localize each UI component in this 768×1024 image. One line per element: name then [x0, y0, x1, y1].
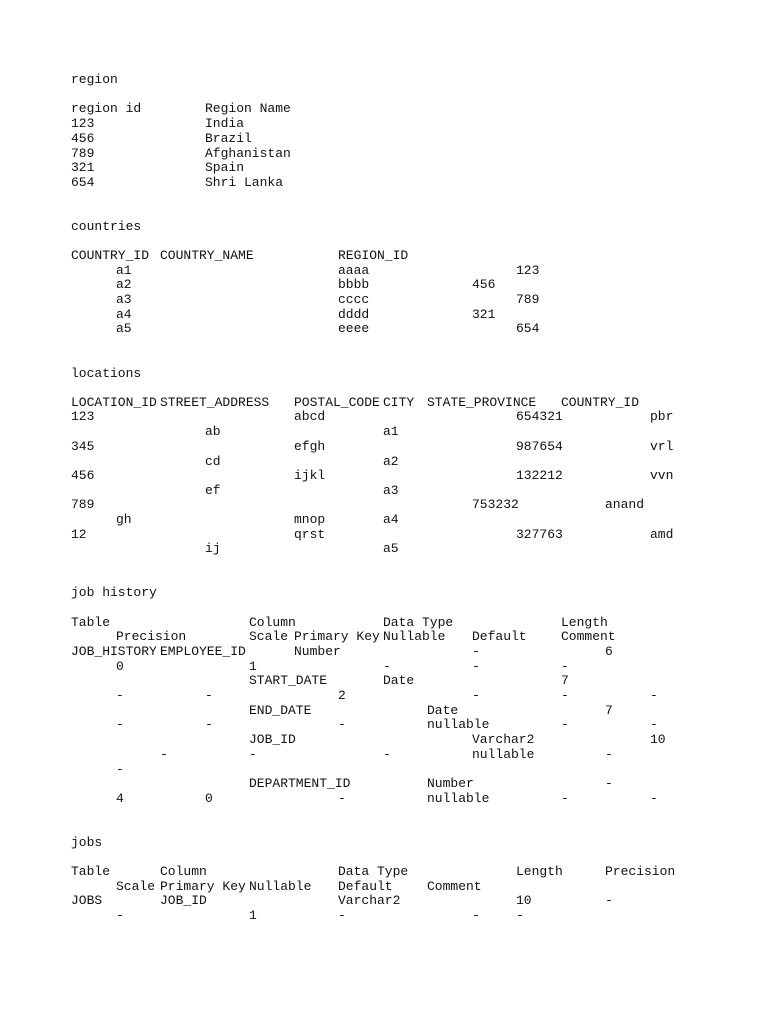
countries-cell: 123	[516, 263, 540, 278]
job-history-cell: -	[605, 747, 613, 762]
job-history-cell: 7	[561, 673, 569, 688]
locations-col-street-header: STREET_ADDRESS	[160, 395, 270, 410]
job-history-cell: 10	[650, 732, 666, 747]
jobs-header-precision: Precision	[605, 864, 676, 879]
locations-cell: 753232	[472, 497, 519, 512]
countries-col-region-header: REGION_ID	[338, 248, 409, 263]
locations-col-postal-header: POSTAL_CODE	[294, 395, 380, 410]
job-history-cell: -	[383, 659, 391, 674]
job-history-cell: -	[650, 791, 658, 806]
job-history-cell: 0	[205, 791, 213, 806]
region-cell: 654	[71, 175, 95, 190]
job-history-header-precision: Precision	[116, 629, 187, 644]
job-history-cell: -	[205, 717, 213, 732]
job-history-cell: -	[249, 747, 257, 762]
locations-cell: abcd	[294, 409, 326, 424]
region-heading: region	[71, 72, 118, 87]
job-history-cell: -	[650, 717, 658, 732]
countries-cell: bbbb	[338, 277, 370, 292]
countries-cell: a3	[116, 292, 132, 307]
job-history-header-comment: Comment	[561, 629, 616, 644]
locations-cell: 327763	[516, 527, 563, 542]
locations-cell: ab	[205, 424, 221, 439]
job-history-cell: nullable	[427, 717, 490, 732]
locations-cell: a3	[383, 483, 399, 498]
countries-col-name-header: COUNTRY_NAME	[160, 248, 254, 263]
jobs-cell: -	[516, 908, 524, 923]
region-cell: 456	[71, 131, 95, 146]
job-history-cell: 6	[605, 644, 613, 659]
region-cell: 123	[71, 116, 95, 131]
jobs-cell: 10	[516, 893, 532, 908]
locations-cell: anand	[605, 497, 645, 512]
job-history-cell: nullable	[427, 791, 490, 806]
countries-cell: 321	[472, 307, 496, 322]
jobs-cell: -	[605, 893, 613, 908]
job-history-cell: 2	[338, 688, 346, 703]
job-history-cell: -	[472, 644, 480, 659]
jobs-cell: 1	[249, 908, 257, 923]
jobs-cell: -	[116, 908, 124, 923]
locations-heading: locations	[71, 366, 142, 381]
job-history-cell: nullable	[472, 747, 535, 762]
region-col-id-header: region id	[71, 101, 142, 116]
job-history-heading: job history	[71, 585, 157, 600]
locations-col-country-header: COUNTRY_ID	[561, 395, 640, 410]
locations-cell: ef	[205, 483, 221, 498]
job-history-cell: -	[472, 688, 480, 703]
locations-col-state-header: STATE_PROVINCE	[427, 395, 537, 410]
job-history-cell: -	[338, 791, 346, 806]
locations-cell: 456	[71, 468, 95, 483]
jobs-header-nullable: Nullable	[249, 879, 312, 894]
region-col-name-header: Region Name	[205, 101, 291, 116]
job-history-cell: 1	[249, 659, 257, 674]
job-history-cell: -	[116, 717, 124, 732]
job-history-table-name: JOB_HISTORY	[71, 644, 157, 659]
countries-cell: 789	[516, 292, 540, 307]
jobs-header-comment: Comment	[427, 879, 482, 894]
job-history-header-default: Default	[472, 629, 527, 644]
job-history-cell: -	[561, 791, 569, 806]
job-history-cell: JOB_ID	[249, 732, 296, 747]
countries-cell: a4	[116, 307, 132, 322]
job-history-header-datatype: Data Type	[383, 615, 454, 630]
jobs-header-primary-key: Primary Key	[160, 879, 246, 894]
locations-cell: 123	[71, 409, 95, 424]
locations-cell: mnop	[294, 512, 326, 527]
job-history-cell: -	[650, 688, 658, 703]
job-history-cell: Number	[294, 644, 341, 659]
locations-cell: 789	[71, 497, 95, 512]
locations-cell: a5	[383, 541, 399, 556]
job-history-header-scale: Scale	[249, 629, 289, 644]
locations-cell: a4	[383, 512, 399, 527]
locations-cell: a1	[383, 424, 399, 439]
countries-cell: a2	[116, 277, 132, 292]
job-history-cell: START_DATE	[249, 673, 328, 688]
locations-cell: 654321	[516, 409, 563, 424]
job-history-cell: Varchar2	[472, 732, 535, 747]
job-history-header-length: Length	[561, 615, 608, 630]
jobs-cell: JOB_ID	[160, 893, 207, 908]
jobs-header-table: Table	[71, 864, 111, 879]
locations-cell: ijkl	[294, 468, 326, 483]
region-cell: Shri Lanka	[205, 175, 284, 190]
region-cell: Afghanistan	[205, 146, 291, 161]
locations-col-location-header: LOCATION_ID	[71, 395, 157, 410]
jobs-cell: Varchar2	[338, 893, 401, 908]
region-cell: Spain	[205, 160, 245, 175]
job-history-cell: 4	[116, 791, 124, 806]
job-history-cell: Number	[427, 776, 474, 791]
jobs-table-name: JOBS	[71, 893, 103, 908]
locations-cell: efgh	[294, 439, 326, 454]
job-history-cell: -	[116, 688, 124, 703]
job-history-cell: -	[561, 688, 569, 703]
job-history-cell: -	[561, 717, 569, 732]
job-history-cell: -	[561, 659, 569, 674]
locations-cell: cd	[205, 454, 221, 469]
job-history-header-table: Table	[71, 615, 111, 630]
job-history-cell: 0	[116, 659, 124, 674]
locations-cell: ij	[205, 541, 221, 556]
job-history-cell: 7	[605, 703, 613, 718]
region-cell: Brazil	[205, 131, 252, 146]
locations-col-city-header: CITY	[383, 395, 415, 410]
jobs-header-column: Column	[160, 864, 207, 879]
locations-cell: qrst	[294, 527, 326, 542]
job-history-cell: -	[160, 747, 168, 762]
locations-cell: 987654	[516, 439, 563, 454]
locations-cell: a2	[383, 454, 399, 469]
job-history-cell: -	[605, 776, 613, 791]
job-history-cell: -	[472, 659, 480, 674]
jobs-header-scale: Scale	[116, 879, 156, 894]
countries-col-id-header: COUNTRY_ID	[71, 248, 150, 263]
countries-cell: dddd	[338, 307, 370, 322]
locations-cell: amd	[650, 527, 674, 542]
jobs-cell: -	[472, 908, 480, 923]
job-history-cell: END_DATE	[249, 703, 312, 718]
job-history-cell: -	[116, 762, 124, 777]
countries-heading: countries	[71, 219, 142, 234]
job-history-cell: -	[205, 688, 213, 703]
countries-cell: a1	[116, 263, 132, 278]
region-cell: India	[205, 116, 245, 131]
job-history-cell: DEPARTMENT_ID	[249, 776, 351, 791]
countries-cell: 456	[472, 277, 496, 292]
jobs-header-default: Default	[338, 879, 393, 894]
countries-cell: a5	[116, 321, 132, 336]
region-cell: 789	[71, 146, 95, 161]
locations-cell: vrl	[650, 439, 674, 454]
job-history-header-column: Column	[249, 615, 296, 630]
jobs-header-datatype: Data Type	[338, 864, 409, 879]
job-history-cell: -	[383, 747, 391, 762]
countries-cell: cccc	[338, 292, 370, 307]
countries-cell: 654	[516, 321, 540, 336]
job-history-cell: EMPLOYEE_ID	[160, 644, 246, 659]
countries-cell: aaaa	[338, 263, 370, 278]
job-history-cell: Date	[383, 673, 415, 688]
locations-cell: vvn	[650, 468, 674, 483]
locations-cell: gh	[116, 512, 132, 527]
region-cell: 321	[71, 160, 95, 175]
locations-cell: pbr	[650, 409, 674, 424]
job-history-cell: Date	[427, 703, 459, 718]
countries-cell: eeee	[338, 321, 370, 336]
locations-cell: 12	[71, 527, 87, 542]
jobs-header-length: Length	[516, 864, 563, 879]
locations-cell: 345	[71, 439, 95, 454]
job-history-header-nullable: Nullable	[383, 629, 446, 644]
locations-cell: 132212	[516, 468, 563, 483]
jobs-cell: -	[338, 908, 346, 923]
job-history-header-primary-key: Primary Key	[294, 629, 380, 644]
job-history-cell: -	[338, 717, 346, 732]
jobs-heading: jobs	[71, 835, 103, 850]
